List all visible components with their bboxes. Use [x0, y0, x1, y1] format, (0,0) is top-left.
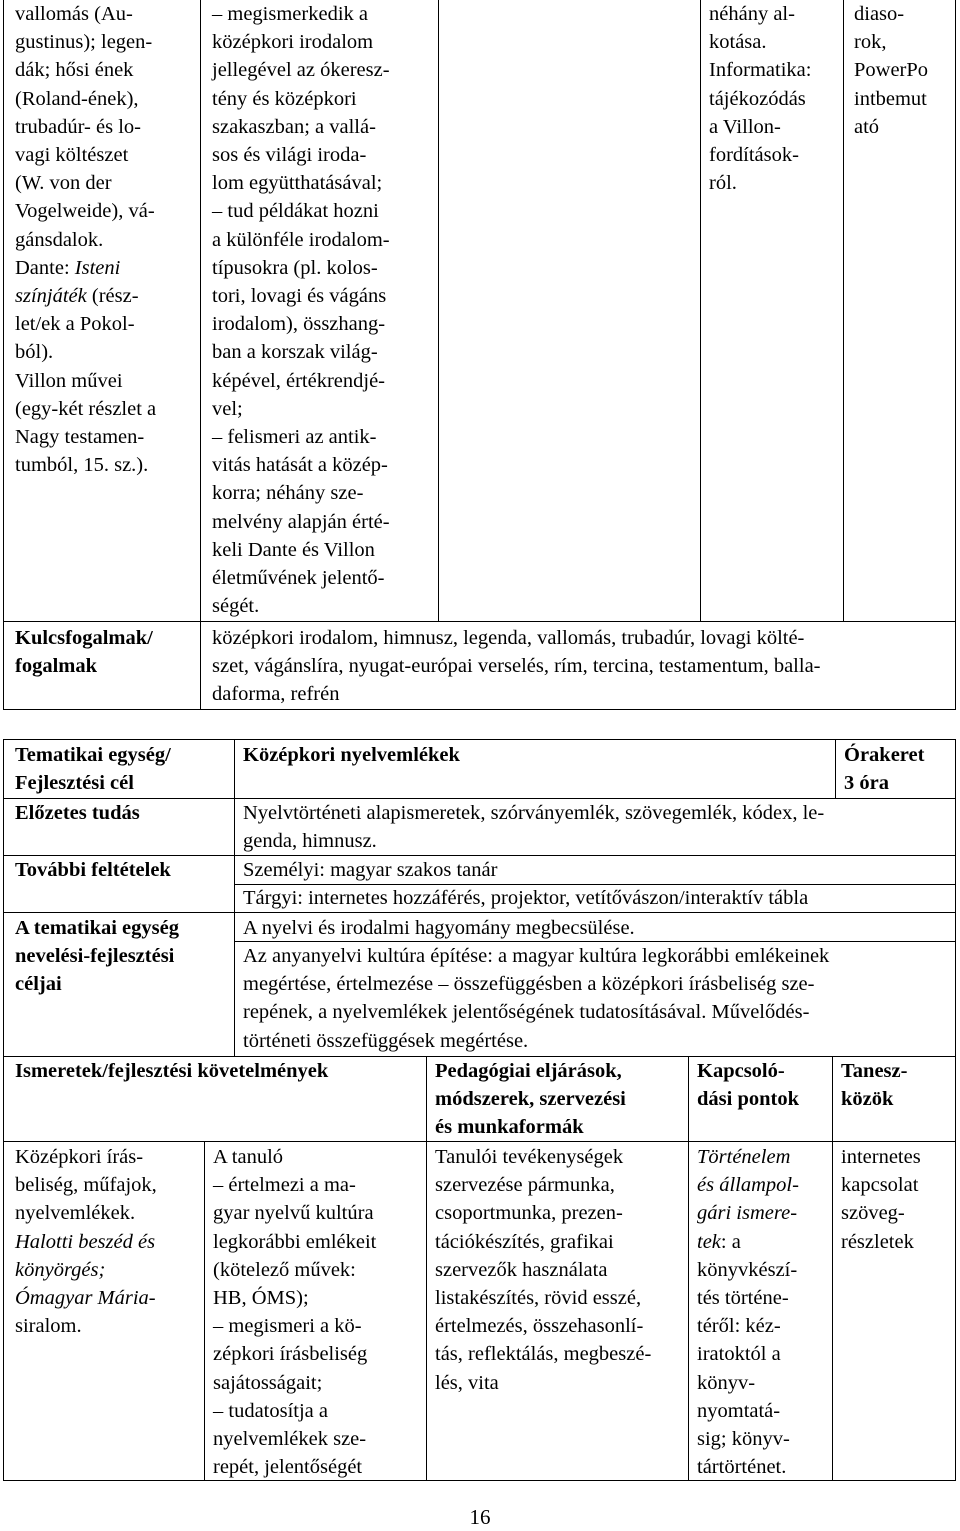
text-line: téről: kéz-	[697, 1315, 781, 1338]
text-line: ségét.	[212, 595, 260, 618]
text-line: lés, vita	[435, 1371, 499, 1394]
text-line: repének, a nyelvemlékek jelentőségének tudatosításával. Művelődés-	[243, 1001, 810, 1024]
connections-cell	[703, 0, 843, 197]
text-line: nyomtatá-	[697, 1399, 781, 1422]
text-line: tés történe-	[697, 1287, 789, 1310]
text-line: (kötelező művek:	[213, 1258, 356, 1281]
text-line: a Villon-	[709, 115, 781, 138]
text-line: Ómagyar Mária-	[15, 1287, 156, 1310]
text-line: repét, jelentőségét	[213, 1456, 363, 1479]
text-segment: tek	[697, 1230, 721, 1253]
header-tools: Tanesz- közök	[841, 1060, 908, 1111]
hours-cell	[838, 741, 955, 797]
tools-cell	[848, 0, 955, 141]
text-line	[15, 254, 194, 282]
table-border-left	[3, 0, 4, 710]
column-divider	[835, 739, 836, 798]
text-line: intbemut	[854, 87, 927, 110]
column-divider	[426, 1056, 427, 1481]
text-line: szöveg-	[841, 1202, 905, 1225]
text-line: – értelmezi a ma-	[213, 1174, 356, 1197]
conditions-material: Tárgyi: internetes hozzáférés, projektor, vetítővászon/interaktív tábla	[243, 887, 809, 909]
text-line: iratoktól a	[697, 1343, 781, 1366]
text-line: sig; könyv-	[697, 1428, 790, 1451]
text-line: szakaszban; a vallá-	[212, 115, 376, 138]
column-divider	[204, 1141, 205, 1481]
table-border-top	[3, 739, 955, 740]
text-line: tény és középkori	[212, 87, 357, 110]
text-line: sos és világi iroda-	[212, 144, 367, 167]
requirements-cell	[206, 0, 438, 620]
text-segment: Dante:	[15, 256, 75, 279]
page-number: 16	[469, 1505, 491, 1529]
text-segment: Isteni	[74, 256, 121, 279]
prior-knowledge-label: Előzetes tudás	[15, 802, 140, 824]
text-line: A tanuló	[213, 1146, 284, 1168]
methods-cell	[429, 1143, 691, 1397]
text-line: tájékozódás	[709, 87, 806, 110]
table-border-right	[955, 0, 956, 710]
text-line: gánsdalok.	[15, 228, 104, 251]
text-line: megértése, értelmezése – összefüggésben a középkori írásbeliség sze-	[243, 973, 815, 996]
text-line: – felismeri az antik-	[212, 426, 377, 449]
row-divider	[3, 621, 955, 622]
text-line: tumból, 15. sz.).	[15, 454, 149, 477]
text-line: tás, reflektálás, megbeszé-	[435, 1343, 652, 1366]
text-line: (egy-két részlet a	[15, 397, 157, 420]
text-line: vagi költészet	[15, 144, 129, 167]
text-line: listakészítés, rövid esszé,	[435, 1287, 642, 1310]
text-line: – megismerkedik a	[212, 3, 368, 25]
text-line: ról.	[709, 172, 737, 195]
unit-title: Középkori nyelvemlékek	[243, 744, 460, 766]
text-line: PowerPo	[854, 59, 929, 82]
text-line: csoportmunka, prezen-	[435, 1202, 623, 1225]
unit-label: Tematikai egység/ Fejlesztési cél	[15, 744, 171, 795]
text-line: – tud példákat hozni	[212, 200, 379, 223]
key-concepts-label: Kulcsfogalmak/ fogalmak	[15, 627, 153, 678]
text-line	[15, 282, 194, 310]
text-line: középkori irodalom	[212, 31, 374, 54]
text-line: Történelem	[697, 1146, 791, 1168]
text-line: sajátosságait;	[213, 1371, 323, 1394]
text-line: Informatika:	[709, 59, 812, 82]
text-line: – tudatosítja a	[213, 1399, 329, 1422]
text-line: beliség, műfajok,	[15, 1174, 157, 1197]
hours-value: 3 óra	[844, 772, 889, 795]
text-line: korra; néhány sze-	[212, 482, 364, 505]
conditions-label: További feltételek	[15, 859, 171, 881]
text-line: HB, ÓMS);	[213, 1287, 309, 1310]
text-line: diaso-	[854, 3, 905, 25]
text-segment: (rész-	[86, 285, 139, 308]
text-line: keli Dante és Villon	[212, 538, 375, 561]
content-works-cell	[9, 0, 200, 479]
column-divider	[234, 739, 235, 1057]
text-line: tártörténet.	[697, 1456, 787, 1479]
text-line: jellegével az ókeresz-	[212, 59, 390, 82]
column-divider	[832, 1056, 833, 1481]
text-line: trubadúr- és lo-	[15, 115, 141, 138]
text-line: életművének jelentő-	[212, 567, 385, 590]
text-line: vallomás (Au-	[15, 3, 133, 25]
text-line: néhány al-	[709, 3, 795, 25]
table-border-bottom	[3, 709, 955, 710]
header-methods: Pedagógiai eljárások, módszerek, szervezési és munkaformák	[435, 1060, 626, 1139]
text-segment: : a	[720, 1230, 741, 1253]
text-line: let/ek a Pokol-	[15, 313, 135, 336]
text-line: és állampol-	[697, 1174, 799, 1197]
text-line: középkori irodalom, himnusz, legenda, vallomás, trubadúr, lovagi költé-	[212, 627, 805, 649]
text-line: tációkészítés, grafikai	[435, 1230, 614, 1253]
goals-culture	[237, 942, 955, 1055]
text-line: dák; hősi ének	[15, 59, 134, 82]
text-line: Nagy testamen-	[15, 426, 145, 449]
text-line: gyar nyelvű kultúra	[213, 1202, 374, 1225]
text-line: szervezése pármunka,	[435, 1174, 615, 1197]
column-divider	[700, 0, 701, 621]
header-knowledge: Ismeretek/fejlesztési követelmények	[15, 1060, 329, 1082]
conditions-personal: Személyi: magyar szakos tanár	[243, 859, 498, 881]
text-line: nyelvemlékek.	[15, 1202, 136, 1225]
text-line: – megismeri a kö-	[213, 1315, 362, 1338]
text-line: könyv-	[697, 1371, 756, 1394]
header-connections: Kapcsoló- dási pontok	[697, 1060, 799, 1111]
connections-cell	[691, 1143, 832, 1481]
text-line: könyvkészí-	[697, 1258, 798, 1281]
text-line: Villon művei	[15, 369, 123, 392]
text-line: ban a korszak világ-	[212, 341, 378, 364]
table-border-left	[3, 739, 4, 1481]
column-divider	[200, 0, 201, 710]
text-line: legkorábbi emlékeit	[213, 1230, 377, 1253]
text-line: gustinus); legen-	[15, 31, 153, 54]
text-line: irodalom), összhang-	[212, 313, 386, 336]
text-line: vitás hatását a közép-	[212, 454, 388, 477]
hours-label: Órakeret	[844, 744, 925, 766]
text-line: daforma, refrén	[212, 683, 340, 706]
text-line: internetes	[841, 1146, 921, 1168]
text-line	[697, 1228, 826, 1256]
column-divider	[438, 0, 439, 621]
text-line: lom együtthatásával;	[212, 172, 383, 195]
text-line: Az anyanyelvi kultúra építése: a magyar kultúra legkorábbi emlékeinek	[243, 945, 830, 967]
text-line: Középkori írás-	[15, 1146, 144, 1168]
text-line: melvény alapján érté-	[212, 510, 390, 533]
text-line: tori, lovagi és vágáns	[212, 285, 387, 308]
table-border-right	[955, 739, 956, 1481]
text-line: nyelvemlékek sze-	[213, 1428, 367, 1451]
goals-respect: A nyelvi és irodalmi hagyomány megbecsülése.	[243, 917, 635, 939]
text-line: ból).	[15, 341, 54, 364]
text-line: szet, vágánslíra, nyugat-európai verselés, rím, tercina, testamentum, balla-	[212, 655, 821, 678]
key-concepts-text	[206, 624, 955, 709]
text-line: siralom.	[15, 1315, 82, 1338]
text-line: képével, értékrendjé-	[212, 369, 386, 392]
text-line: (W. von der	[15, 172, 112, 195]
text-line: rok,	[854, 31, 887, 54]
text-line: könyörgés;	[15, 1258, 106, 1281]
tools-cell	[835, 1143, 955, 1256]
text-line: Vogelweide), vá-	[15, 200, 155, 223]
text-segment: színjáték	[15, 285, 87, 308]
text-line: zépkori írásbeliség	[213, 1343, 368, 1366]
text-line: típusokra (pl. kolos-	[212, 256, 378, 279]
text-line: a különféle irodalom-	[212, 228, 390, 251]
text-line: értelmezés, összehasonlí-	[435, 1315, 644, 1338]
text-line: (Roland-ének),	[15, 87, 139, 110]
text-line: vel;	[212, 397, 243, 420]
text-line: történeti összefüggések megértése.	[243, 1029, 529, 1052]
requirements-cell	[207, 1143, 426, 1481]
text-line: fordítások-	[709, 144, 799, 167]
text-line: kapcsolat	[841, 1174, 919, 1197]
text-line: kotása.	[709, 31, 767, 54]
topic-cell	[9, 1143, 204, 1340]
text-line: részletek	[841, 1230, 914, 1253]
text-line: Tanulói tevékenységek	[435, 1146, 624, 1168]
text-line: Halotti beszéd és	[15, 1230, 156, 1253]
text-line: ató	[854, 115, 880, 138]
goals-label: A tematikai egység nevelési-fejlesztési céljai	[15, 917, 179, 996]
text-line: szervezők használata	[435, 1258, 608, 1281]
prior-knowledge-text: Nyelvtörténeti alapismeretek, szórványemlék, szövegemlék, kódex, le- genda, himnusz.	[243, 802, 825, 853]
column-divider	[843, 0, 844, 621]
text-line: gári ismere-	[697, 1202, 798, 1225]
